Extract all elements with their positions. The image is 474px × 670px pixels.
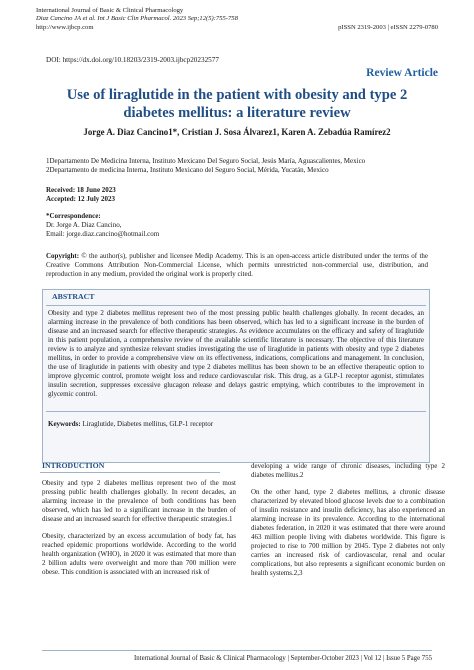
correspondence-label: *Correspondence: xyxy=(46,212,101,220)
intro-paragraph: developing a wide range of chronic diseases, including type 2 diabetes mellitus.2 xyxy=(251,462,445,479)
issn: pISSN 2319-2003 | eISSN 2279-0780 xyxy=(338,24,438,31)
article-type: Review Article xyxy=(366,67,438,79)
affiliation-2: 2Departamento de medicina Interna, Instituto Mexicano del Seguro Social, Mérida, Yucatán, Mexico xyxy=(46,166,329,174)
intro-paragraph: Obesity and type 2 diabetes mellitus represent two of the most pressing public health challenges globally. In recent decades, an alarming increase in the prevalence of both conditions has been observed, which has led to a significant increase in the burden of disease and an increased search for effective therapeutic strategies.1 xyxy=(42,479,236,523)
keywords xyxy=(48,420,424,428)
citation: Diaz Cancino JA et al. Int J Basic Clin Pharmacol. 2023 Sep;12(5):755-758 xyxy=(36,15,238,23)
copyright xyxy=(46,252,428,279)
introduction-heading: INTRODUCTION xyxy=(42,461,105,470)
abstract-divider-bottom xyxy=(46,411,426,412)
intro-paragraph: On the other hand, type 2 diabetes mellitus, a chronic disease characterized by elevated blood glucose levels due to a combination of insulin resistance and insulin deficiency, has also experienced an alarming increase in its prevalence. According to the international diabetes federation, in 2020 it was estimated that there were around 463 million people living with diabetes worldwide. This figure is projected to rise to 700 million by 2045. Type 2 diabetes not only carries an increased risk of cardiovascular, renal and ocular complications, but also represents a significant economic burden on health systems.2,3 xyxy=(251,488,445,577)
copyright-text: © the author(s), publisher and licensee Medip Academy. This is an open-access article distributed under the terms of the Creative Commons Attribution Non-Commercial License, which permits unrestricted non-commercial use, distribution, and reproduction in any medium, provided the original work is properly cited. xyxy=(46,252,429,278)
affiliations xyxy=(46,157,365,175)
copyright-label: Copyright: xyxy=(46,252,80,260)
abstract-heading: ABSTRACT xyxy=(52,292,95,301)
affiliation-1: 1Departamento De Medicina Interna, Instituto Mexicano Del Seguro Social, Jesús María, Aguascalientes, Mexico xyxy=(46,157,366,165)
article-title: Use of liraglutide in the patient with obesity and type 2 diabetes mellitus: a literature review xyxy=(66,87,408,121)
page-footer: International Journal of Basic & Clinical Pharmacology | September-October 2023 | Vol 12 | Issue 5 Page 755 xyxy=(134,655,432,662)
journal-name: International Journal of Basic & Clinical Pharmacology xyxy=(36,7,184,14)
correspondence-name: Dr. Jorge A. Diaz Cancino, xyxy=(46,221,122,229)
dates xyxy=(46,186,116,204)
intro-right-column xyxy=(251,462,445,586)
keywords-label: Keywords: xyxy=(48,420,81,428)
journal-header xyxy=(36,7,296,32)
correspondence-email[interactable]: Email: jorge.diaz.cancino@hotmail.com xyxy=(46,230,160,238)
keywords-text: Liraglutide, Diabetes mellitus, GLP-1 receptor xyxy=(82,420,214,428)
journal-url[interactable]: http://www.ijbcp.com xyxy=(36,23,94,31)
introduction-divider xyxy=(40,472,220,473)
doi-link[interactable]: DOI: https://dx.doi.org/10.18203/2319-2003.ijbcp20232577 xyxy=(46,56,219,64)
intro-left-column xyxy=(42,479,236,585)
footer-divider xyxy=(42,650,432,651)
authors: Jorge A. Diaz Cancino1*, Cristian J. Sosa Álvarez1, Karen A. Zebadúa Ramírez2 xyxy=(83,127,391,137)
received-date: Received: 18 June 2023 xyxy=(46,186,116,194)
intro-paragraph: Obesity, characterized by an excess accumulation of body fat, has reached epidemic proportions worldwide. According to the world health organization (WHO), in 2020 it was estimated that more than 2 billion adults were overweight and more than 700 million were obese. This condition is associated with an increased risk of xyxy=(42,532,236,576)
accepted-date: Accepted: 12 July 2023 xyxy=(46,195,116,203)
abstract-text: Obesity and type 2 diabetes mellitus represent two of the most pressing public health challenges globally. In recent decades, an alarming increase in the prevalence of both conditions has been observed, which has led to a significant increase in the burden of disease and an increased search for effective therapeutic strategies. As evidence accumulates on the efficacy and safety of liraglutide in this patient population, a comprehensive review of the available scientific literature is necessary. The objective of this literature review is to analyze and synthesize relevant studies investigating the use of liraglutide in patients with obesity and type 2 diabetes mellitus, in order to provide a comprehensive view on its effectiveness, indications, complications and management. In conclusion, the use of liraglutide in patients with obesity and type 2 diabetes mellitus has been shown to be an effective therapeutic option to improve glycemic control, promote weight loss and reduce cardiovascular risk. This drug, as a GLP-1 receptor agonist, stimulates insulin secretion, suppresses excessive glucagon release and delays gastric emptying, which contributes to the improvement in glycemic control. xyxy=(48,309,424,398)
correspondence xyxy=(46,212,159,239)
abstract-divider xyxy=(46,305,426,306)
